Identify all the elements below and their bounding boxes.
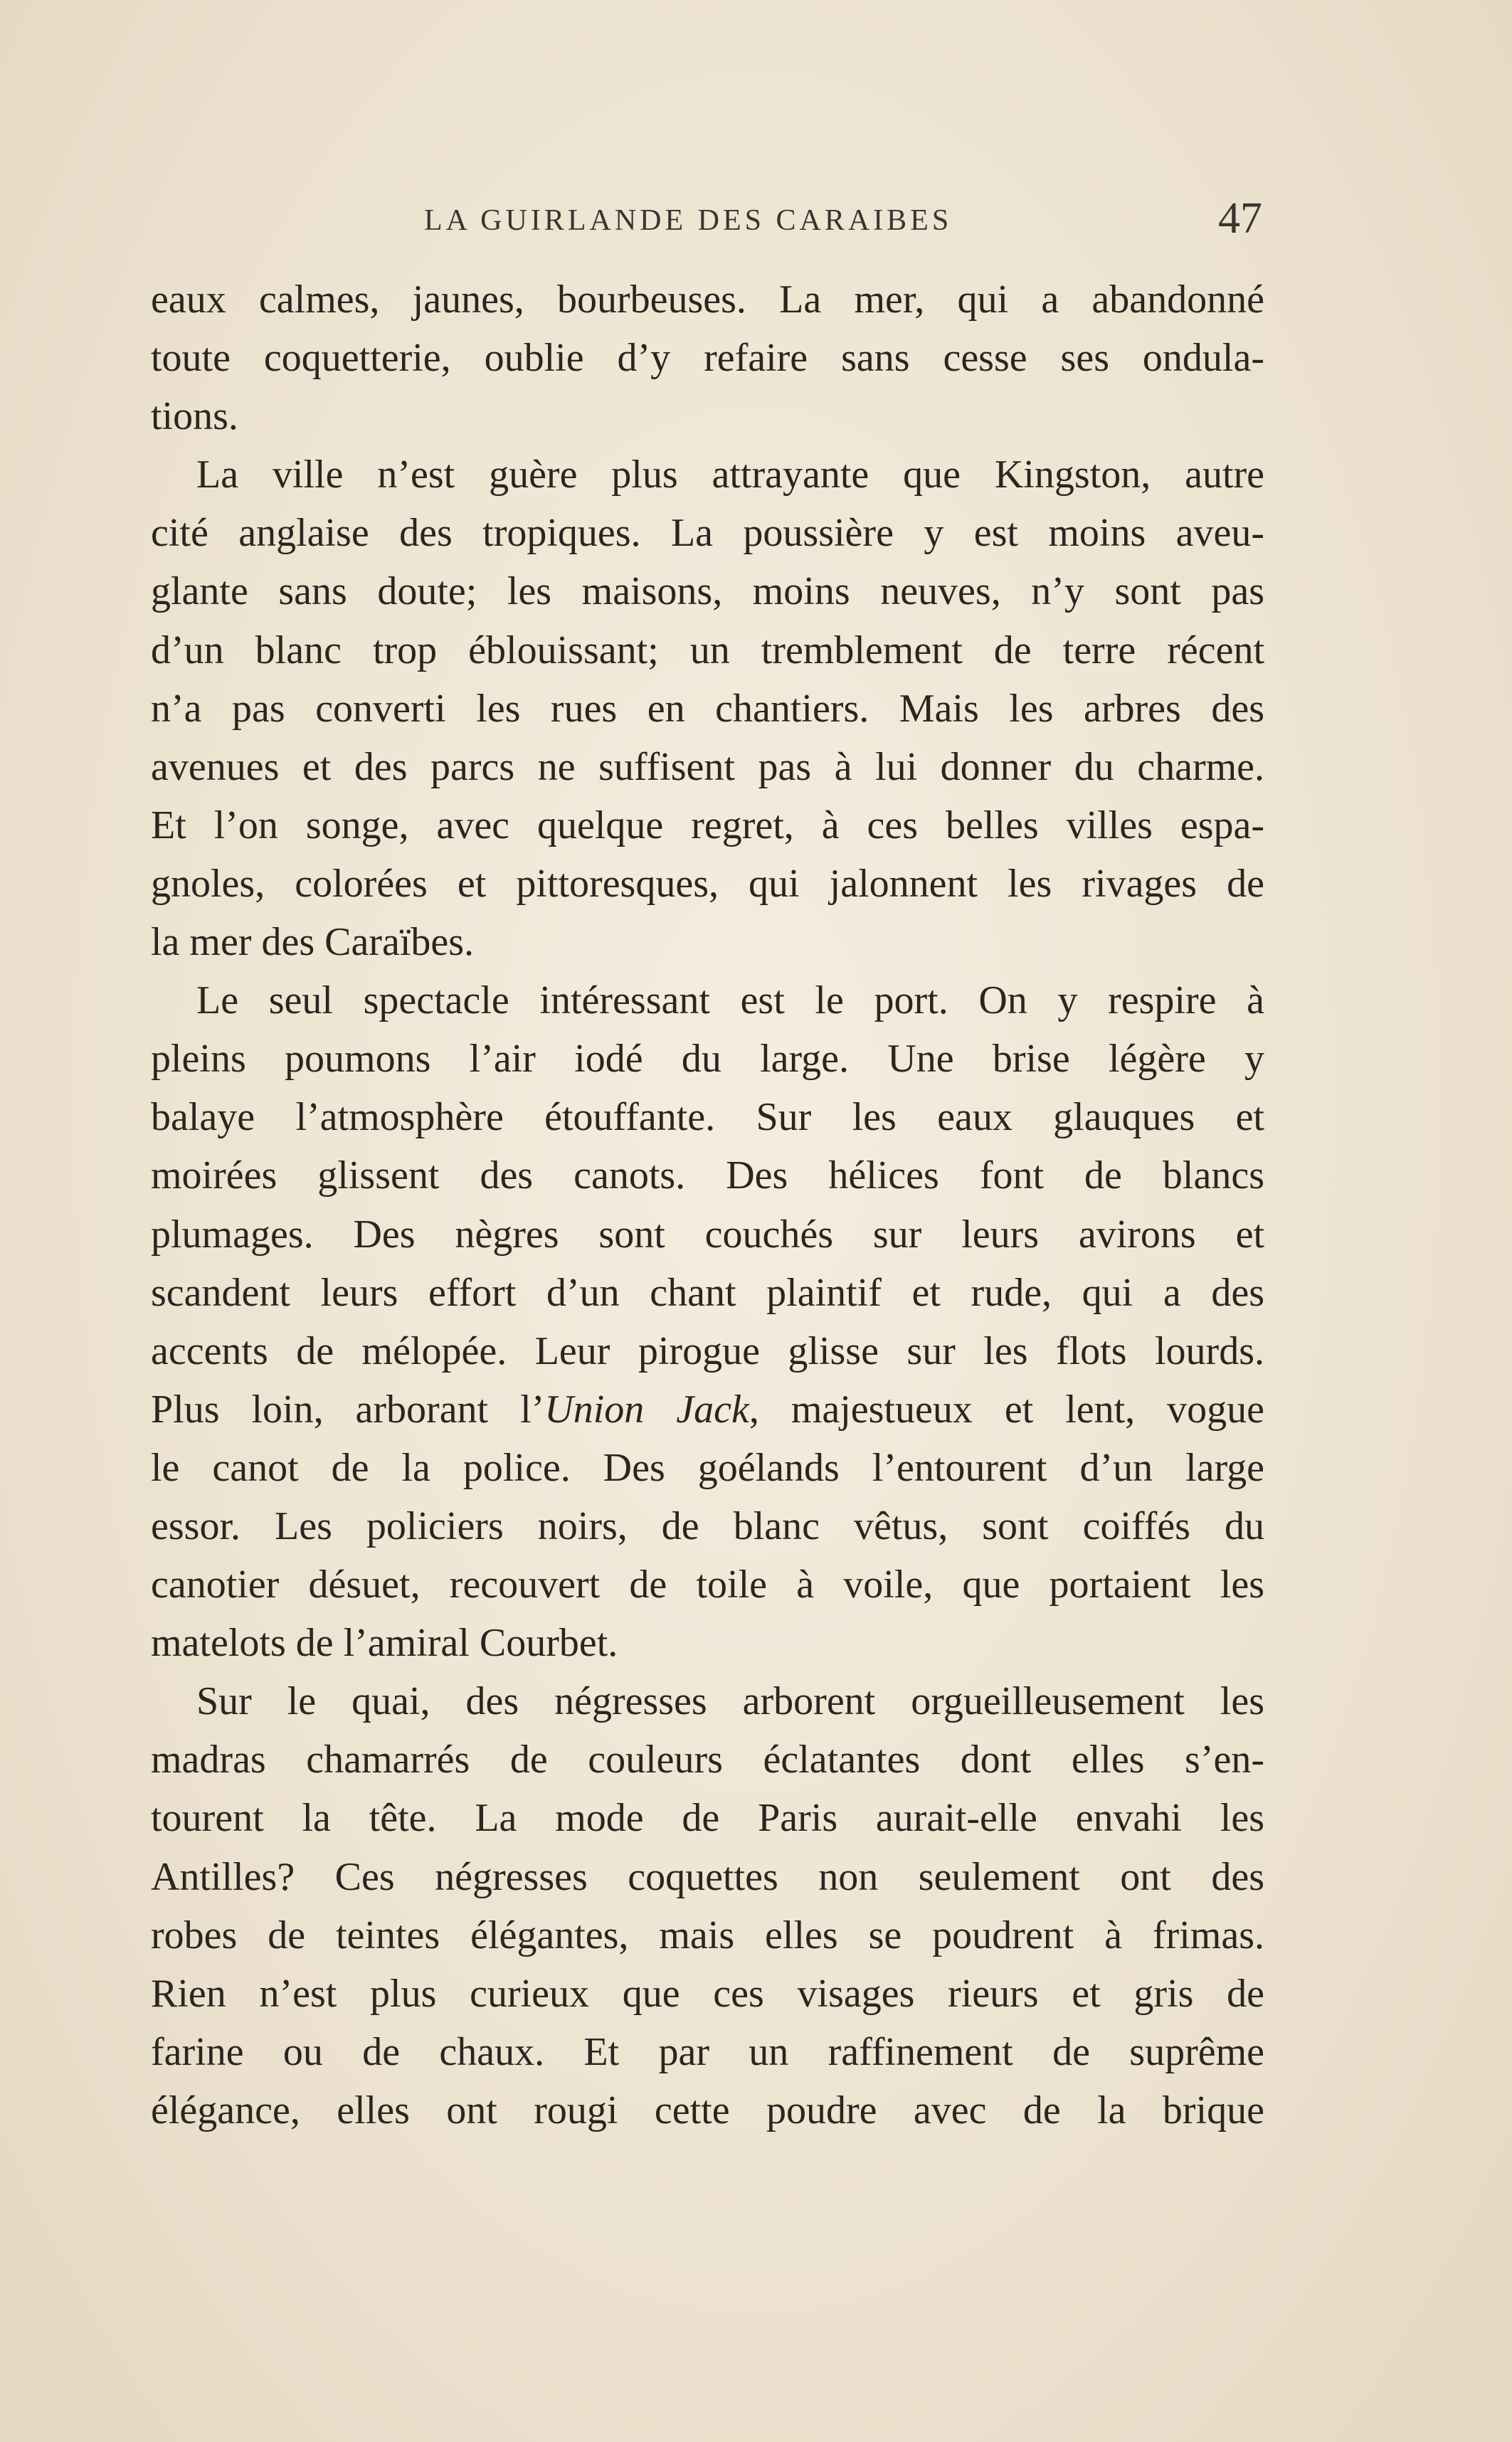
text-line: madras chamarrés de couleurs éclatantes dont elles s’en- <box>151 1738 1264 1782</box>
text-line: élégance, elles ont rougi cette poudre avec de la brique <box>151 2088 1264 2132</box>
text-line: accents de mélopée. Leur pirogue glisse sur les flots lourds. <box>151 1328 1264 1373</box>
text-line: balaye l’atmosphère étouffante. Sur les eaux glauques et <box>151 1095 1264 1140</box>
text-line: Rien n’est plus curieux que ces visages rieurs et gris de <box>151 1971 1264 2016</box>
text-line: avenues et des parcs ne suffisent pas à lui donner du charme. <box>151 744 1264 789</box>
text-line: la mer des Caraïbes. <box>151 920 475 965</box>
running-title: LA GUIRLANDE DES CARAIBES <box>424 204 953 237</box>
text-segment: Plus loin, arborant l’ <box>151 1387 545 1432</box>
text-line: d’un blanc trop éblouissant; un tremblement de terre récent <box>151 628 1264 672</box>
text-line: canotier désuet, recouvert de toile à voile, que portaient les <box>151 1563 1264 1607</box>
text-line-with-italic <box>151 1380 1264 1439</box>
paragraph-start-line: Sur le quai, des négresses arborent orgueilleusement les <box>196 1679 1264 1724</box>
text-line: cité anglaise des tropiques. La poussière y est moins aveu- <box>151 511 1264 556</box>
text-line: farine ou de chaux. Et par un raffinement de suprême <box>151 2029 1264 2074</box>
text-line: le canot de la police. Des goélands l’entourent d’un large <box>151 1445 1264 1490</box>
text-line: matelots de l’amiral Courbet. <box>151 1621 618 1666</box>
text-line: Antilles? Ces négresses coquettes non seulement ont des <box>151 1854 1264 1899</box>
text-line: toute coquetterie, oublie d’y refaire sans cesse ses ondula- <box>151 336 1264 381</box>
text-line: scandent leurs effort d’un chant plaintif et rude, qui a des <box>151 1270 1264 1315</box>
text-line: pleins poumons l’air iodé du large. Une brise légère y <box>151 1037 1264 1082</box>
text-line: Et l’on songe, avec quelque regret, à ces belles villes espa- <box>151 803 1264 847</box>
text-line: plumages. Des nègres sont couchés sur leurs avirons et <box>151 1212 1264 1257</box>
body-text <box>151 270 1264 2140</box>
text-line: tourent la tête. La mode de Paris aurait-elle envahi les <box>151 1796 1264 1841</box>
text-line: eaux calmes, jaunes, bourbeuses. La mer, qui a abandonné <box>151 278 1264 322</box>
text-line: n’a pas converti les rues en chantiers. Mais les arbres des <box>151 686 1264 731</box>
text-segment: , majestueux et lent, vogue <box>749 1387 1264 1432</box>
text-line: essor. Les policiers noirs, de blanc vêtus, sont coiffés du <box>151 1503 1264 1548</box>
text-line: glante sans doute; les maisons, moins neuves, n’y sont pas <box>151 569 1264 614</box>
text-line: gnoles, colorées et pittoresques, qui jalonnent les rivages de <box>151 861 1264 906</box>
page-number: 47 <box>1218 194 1262 243</box>
text-line: tions. <box>151 394 238 439</box>
paragraph-start-line: Le seul spectacle intéressant est le port. On y respire à <box>196 978 1264 1023</box>
text-line: robes de teintes élégantes, mais elles se poudrent à frimas. <box>151 1913 1264 1957</box>
italic-ship-flag: Union Jack <box>544 1387 749 1432</box>
paragraph-start-line: La ville n’est guère plus attrayante que Kingston, autre <box>196 453 1264 497</box>
text-line: moirées glissent des canots. Des hélices font de blancs <box>151 1153 1264 1198</box>
